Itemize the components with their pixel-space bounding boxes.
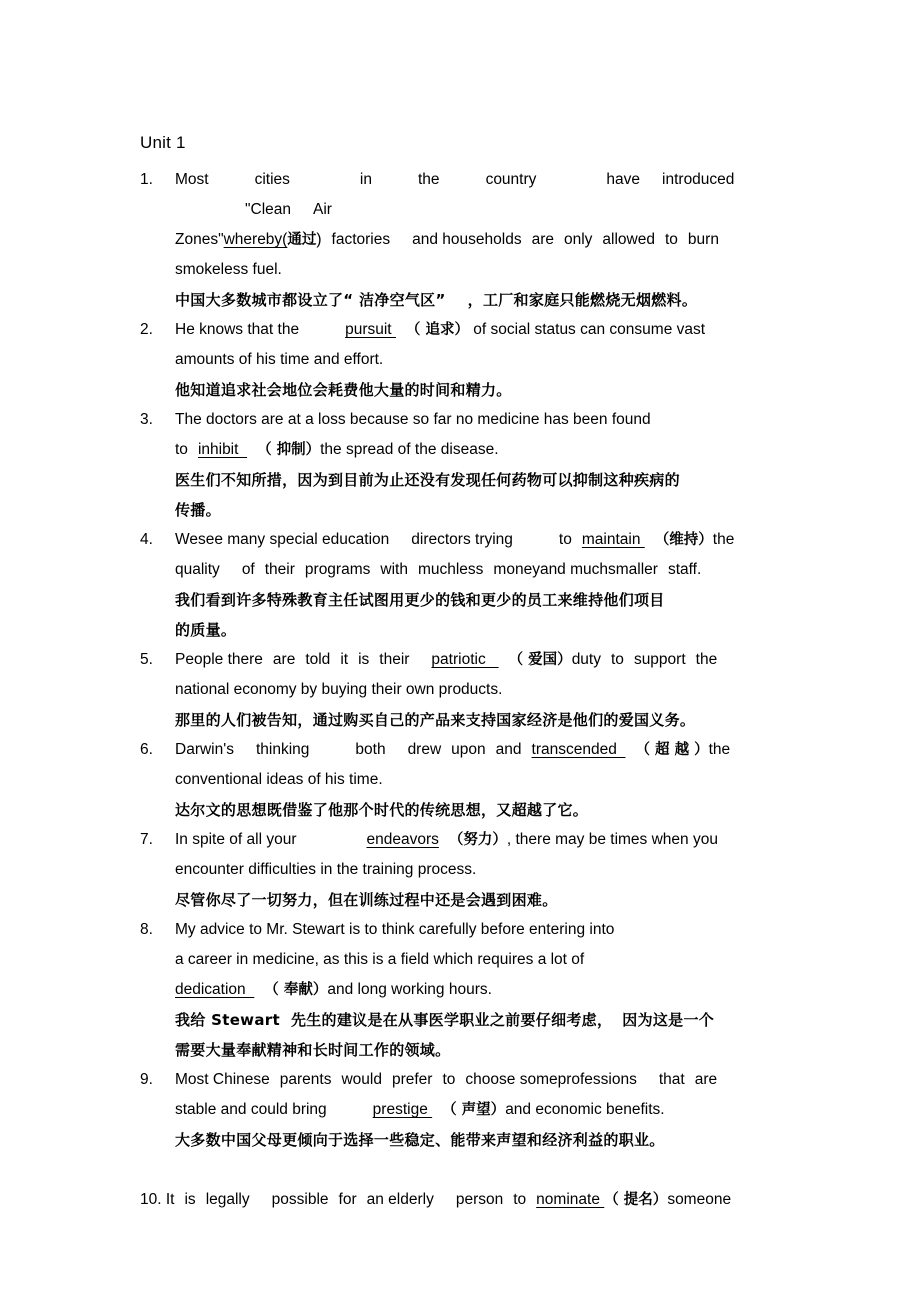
text-run: legally (205, 1191, 250, 1208)
text-run: 传播。 (175, 501, 221, 519)
text-run: to (442, 1071, 456, 1088)
english-sentence-line (175, 345, 785, 375)
text-run: 因为这是一个 (622, 1011, 715, 1029)
text-run: both (355, 741, 386, 758)
text-run: for (338, 1191, 357, 1208)
chinese-gloss: （ 声望） (442, 1102, 506, 1118)
text-run: 达尔文的思想既借鉴了他那个时代的传统思想，又超越了它。 (175, 801, 589, 819)
text-run: in (359, 171, 372, 188)
exercise-item (140, 1065, 785, 1185)
text-run: have (606, 171, 641, 188)
text-run: person (455, 1191, 504, 1208)
text-run: Darwin's (175, 741, 234, 758)
chinese-translation-line (175, 465, 785, 495)
chinese-translation-line (175, 585, 785, 615)
text-run: "Clean (245, 201, 292, 218)
text-run: of (241, 561, 255, 578)
text-run: cities (254, 171, 290, 188)
chinese-translation-line (175, 495, 785, 525)
exercise-item (140, 165, 785, 315)
english-sentence-line (175, 675, 785, 705)
chinese-translation-line (175, 615, 785, 645)
english-sentence-line (175, 735, 785, 765)
answer-blank[interactable]: dedication (175, 981, 255, 998)
chinese-gloss: 通过 (287, 232, 317, 248)
exercise-item (140, 645, 785, 735)
text-run: prefer (391, 1071, 433, 1088)
answer-blank[interactable]: endeavors (366, 831, 439, 848)
text-run: their (379, 651, 410, 668)
text-run: the spread of the disease. (320, 441, 499, 458)
text-run: , there may be times when you (506, 831, 718, 848)
text-run: to (558, 531, 572, 548)
text-run: 大多数中国父母更倾向于选择一些稳定、能带来声望和经济利益的职业。 (175, 1131, 665, 1149)
text-run: to (175, 441, 188, 458)
text-run: Most Chinese (175, 1071, 270, 1088)
english-sentence-line (175, 825, 785, 855)
text-run: someone (667, 1191, 732, 1208)
text-run: to (611, 651, 624, 668)
item-number: 9. (140, 1071, 153, 1088)
text-run: drew (407, 741, 442, 758)
exercise-item (140, 735, 785, 825)
text-run: 那里的人们被告知，通过购买自己的产品来支持国家经济是他们的爱国义务。 (175, 711, 696, 729)
answer-blank[interactable]: prestige (372, 1101, 433, 1118)
text-run: burn (687, 231, 719, 248)
english-sentence-line (175, 255, 785, 285)
text-run: 中国大多数城市都设立了“ 洁净空气区” (175, 291, 446, 309)
text-run: programs (304, 561, 371, 578)
answer-blank[interactable]: inhibit (197, 441, 248, 458)
exercise-item-list (140, 165, 785, 1215)
text-run: encounter difficulties in the training process. (175, 861, 477, 878)
text-run: My advice to Mr. Stewart is to think carefully before entering into (175, 921, 615, 938)
answer-blank[interactable]: patriotic (431, 651, 499, 668)
answer-blank[interactable]: nominate (536, 1191, 605, 1208)
page-title: Unit 1 (140, 133, 186, 152)
chinese-translation-line (175, 795, 785, 825)
chinese-translation-line (175, 1125, 785, 1155)
text-run: and economic benefits. (505, 1101, 665, 1118)
text-run: only (563, 231, 593, 248)
english-sentence-line (175, 1095, 785, 1125)
english-sentence-line (175, 555, 785, 585)
item-number: 10. (140, 1191, 166, 1208)
text-run: Most (175, 171, 209, 188)
text-run: are (694, 1071, 718, 1088)
chinese-gloss: （ 追求） (405, 322, 469, 338)
text-run: 医生们不知所措，因为到目前为止还没有发现任何药物可以抑制这种疾病的 (175, 471, 680, 489)
text-run: upon (451, 741, 486, 758)
english-sentence-line (175, 975, 785, 1005)
text-run: and (495, 741, 522, 758)
text-run: 尽管你尽了一切努力，但在训练过程中还是会遇到困难。 (175, 891, 558, 909)
text-run: Zones" (175, 231, 224, 248)
text-run: to (513, 1191, 527, 1208)
text-run: directors trying (411, 531, 513, 548)
text-run: It (165, 1191, 175, 1208)
chinese-translation-line (175, 285, 785, 315)
text-run: is (358, 651, 370, 668)
text-run: amounts of his time and effort. (175, 351, 384, 368)
english-sentence-line (175, 945, 785, 975)
exercise-item (140, 1185, 785, 1215)
text-run: and households (412, 231, 522, 248)
chinese-translation-line (175, 1035, 785, 1065)
exercise-item (140, 825, 785, 915)
text-run: staff. (667, 561, 702, 578)
english-sentence-line (175, 645, 785, 675)
text-run: choose someprofessions (465, 1071, 637, 1088)
text-run: possible (271, 1191, 329, 1208)
text-run: In spite of all your (175, 831, 297, 848)
text-run: ，工厂和家庭只能燃烧无烟燃料。 (467, 291, 698, 309)
answer-blank[interactable]: pursuit (345, 321, 396, 338)
chinese-translation-line (175, 1005, 785, 1035)
text-run: The doctors are at a loss because so far no medicine has been found (175, 411, 651, 428)
chinese-gloss: （ 抑制） (257, 442, 321, 458)
text-run: their (264, 561, 295, 578)
item-number: 6. (140, 741, 153, 758)
english-sentence-line (175, 855, 785, 885)
text-run: factories (331, 231, 391, 248)
text-run: to (664, 231, 678, 248)
text-run: introduced (662, 171, 735, 188)
text-run: the (418, 171, 440, 188)
text-run: allowed (602, 231, 655, 248)
text-run: muchless (417, 561, 484, 578)
text-run: and long working hours. (327, 981, 492, 998)
text-run: would (341, 1071, 382, 1088)
text-run: 我们看到许多特殊教育主任试图用更少的钱和更少的员工来维持他们项目 (175, 591, 665, 609)
text-run: that (658, 1071, 685, 1088)
text-run: the (708, 741, 731, 758)
text-run: are (531, 231, 554, 248)
answer-blank[interactable]: transcended (531, 741, 626, 758)
chinese-gloss: （努力） (448, 832, 507, 848)
chinese-gloss: （ 爱国） (508, 652, 572, 668)
exercise-item (140, 405, 785, 525)
text-run: country (485, 171, 537, 188)
answer-blank[interactable]: maintain (581, 531, 645, 548)
text-run: support (633, 651, 686, 668)
chinese-translation-line (175, 705, 785, 735)
text-run: told (305, 651, 331, 668)
chinese-gloss: （ 超 越 ） (635, 742, 709, 758)
item-number: 2. (140, 321, 153, 338)
item-number: 3. (140, 411, 153, 428)
document-body (140, 128, 785, 1215)
english-sentence-line (175, 765, 785, 795)
text-run: He knows that the (175, 321, 300, 338)
exercise-item (140, 915, 785, 1065)
english-sentence-line (175, 405, 785, 435)
english-sentence-line (175, 525, 785, 555)
text-run: the (695, 651, 718, 668)
item-number: 7. (140, 831, 153, 848)
chinese-gloss: （ 提名） (604, 1192, 668, 1208)
text-run: an elderly (366, 1191, 434, 1208)
text-run: Wesee many special education (175, 531, 390, 548)
item-number: 4. (140, 531, 153, 548)
english-sentence-line (175, 435, 785, 465)
english-sentence-line (175, 315, 785, 345)
text-run: 我给 Stewart 先生的建议是在从事医学职业之前要仔细考虑， (175, 1011, 613, 1029)
english-sentence-line (175, 1065, 785, 1095)
chinese-gloss: （维持） (654, 532, 713, 548)
chinese-translation-line (175, 375, 785, 405)
item-number: 1. (140, 171, 153, 188)
text-run: conventional ideas of his time. (175, 771, 383, 788)
text-run: Air (313, 201, 332, 218)
chinese-translation-line (175, 885, 785, 915)
text-run: duty (571, 651, 601, 668)
item-number: 8. (140, 921, 153, 938)
text-run: is (184, 1191, 196, 1208)
text-run: smokeless fuel. (175, 261, 282, 278)
english-sentence-line (175, 165, 785, 225)
text-run: it (340, 651, 349, 668)
english-sentence-line (175, 225, 785, 255)
text-run: national economy by buying their own products. (175, 681, 503, 698)
text-run: moneyand muchsmaller (493, 561, 658, 578)
text-run: of social status can consume vast (468, 321, 706, 338)
text-run: 的质量。 (175, 621, 237, 639)
text-run: a career in medicine, as this is a field which requires a lot of (175, 951, 585, 968)
text-run: with (380, 561, 408, 578)
text-run: quality (175, 561, 220, 578)
text-run: 需要大量奉献精神和长时间工作的领域。 (175, 1041, 451, 1059)
english-sentence-line (140, 1185, 785, 1215)
text-run: parents (279, 1071, 332, 1088)
text-run: thinking (255, 741, 310, 758)
text-run: ) (316, 231, 322, 248)
text-run: the (712, 531, 735, 548)
blank-line (175, 1155, 785, 1185)
text-run: People there (175, 651, 263, 668)
exercise-item (140, 525, 785, 645)
exercise-item (140, 315, 785, 405)
text-run: 他知道追求社会地位会耗费他大量的时间和精力。 (175, 381, 512, 399)
english-sentence-line (175, 915, 785, 945)
item-number: 5. (140, 651, 153, 668)
chinese-gloss: （ 奉献） (264, 982, 328, 998)
text-run: are (272, 651, 296, 668)
text-run: stable and could bring (175, 1101, 327, 1118)
answer-blank[interactable]: whereby( (223, 231, 288, 248)
